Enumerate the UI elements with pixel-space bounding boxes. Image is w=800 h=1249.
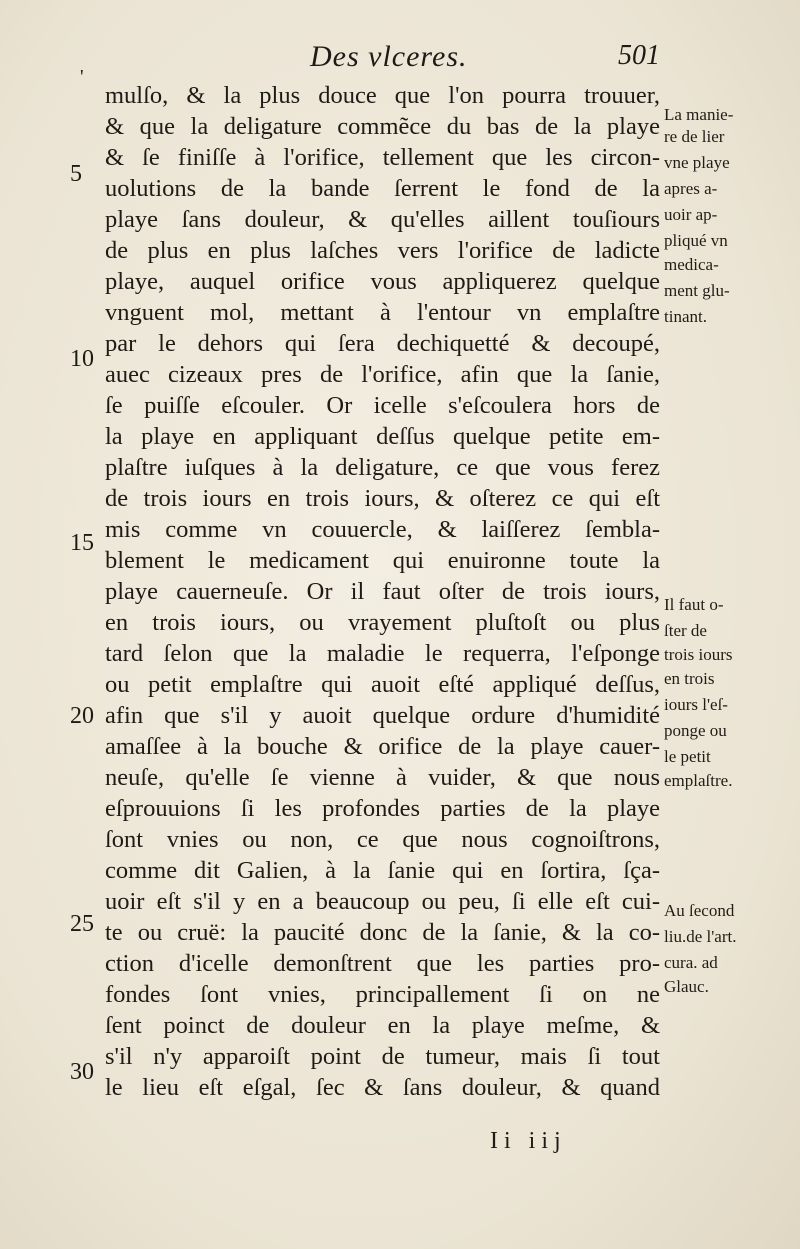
margin-note-line: ment glu- [664,281,730,300]
margin-note-line: apres a- [664,179,718,198]
margin-note-line: Glauc. [664,977,709,996]
text-line: vnguent mol, mettant à l'entour vn emplaſtre [105,299,660,326]
margin-note-line: tinant. [664,307,707,326]
text-line: s'il n'y apparoiſt point de tumeur, mais ſi tout [105,1043,660,1070]
text-line: mis comme vn couuercle, & laiſſerez ſembla- [105,516,660,543]
line-number: 25 [70,911,94,937]
signature-mark: Ii iij [490,1128,567,1154]
text-line: ſent poinct de douleur en la playe meſme, & [105,1012,660,1039]
text-line: plaſtre iuſques à la deligature, ce que vous ferez [105,454,660,481]
margin-note-line: iours l'eſ- [664,695,728,714]
text-line: afin que s'il y auoit quelque ordure d'humidité [105,702,660,729]
running-title: Des vlceres. [310,40,468,73]
text-line: par le dehors qui ſera dechiquetté & decoupé, [105,330,660,357]
margin-note-line: vne playe [664,153,730,172]
text-line: en trois iours, ou vrayement pluſtoſt ou plus [105,609,660,636]
margin-note-line: cura. ad [664,953,718,972]
margin-note-line: emplaſtre. [664,771,733,790]
margin-note-line: le petit [664,747,711,766]
margin-note-line: liu.de l'art. [664,927,737,946]
text-line: ction d'icelle demonſtrent que les parties pro- [105,950,660,977]
margin-note-line: medica- [664,255,719,274]
text-line: blement le medicament qui enuironne toute la [105,547,660,574]
margin-note-line: La manie- [664,105,734,124]
line-number: 5 [70,161,82,187]
line-number: 10 [70,346,94,372]
text-line: fondes ſont vnies, principallement ſi on ne [105,981,660,1008]
margin-note-line: ſter de [664,621,707,640]
text-line: ou petit emplaſtre qui auoit eſté appliqué deſſus, [105,671,660,698]
margin-note-line: Il faut o- [664,595,724,614]
text-line: amaſſee à la bouche & orifice de la playe cauer- [105,733,660,760]
stray-mark: ' [80,66,84,88]
line-number: 15 [70,530,94,556]
text-line: de trois iours en trois iours, & oſterez ce qui eſt [105,485,660,512]
text-line: eſprouuions ſi les profondes parties de la playe [105,795,660,822]
line-number: 30 [70,1059,94,1085]
margin-note-line: trois iours [664,645,733,664]
folio-number: 501 [618,40,660,71]
line-number: 20 [70,703,94,729]
text-line: & que la deligature commẽce du bas de la playe [105,113,660,140]
text-line: ſont vnies ou non, ce que nous cognoiſtrons, [105,826,660,853]
text-line: & ſe finiſſe à l'orifice, tellement que les circon- [105,144,660,171]
margin-note-line: Au ſecond [664,901,735,920]
margin-note-line: ponge ou [664,721,727,740]
margin-note-line: pliqué vn [664,231,728,250]
text-line: de plus en plus laſches vers l'orifice de ladicte [105,237,660,264]
text-line: playe ſans douleur, & qu'elles aillent touſiours [105,206,660,233]
page-header [0,40,800,80]
text-line: uolutions de la bande ſerrent le fond de la [105,175,660,202]
text-line: playe cauerneuſe. Or il faut oſter de trois iours, [105,578,660,605]
text-line: neuſe, qu'elle ſe vienne à vuider, & que nous [105,764,660,791]
margin-note-line: re de lier [664,127,725,146]
text-line: le lieu eſt eſgal, ſec & ſans douleur, & quand [105,1074,660,1101]
margin-note-line: en trois [664,669,715,688]
margin-note-line: uoir ap- [664,205,718,224]
text-line: auec cizeaux pres de l'orifice, afin que la ſanie, [105,361,660,388]
text-line: comme dit Galien, à la ſanie qui en ſortira, ſça- [105,857,660,884]
text-line: ſe puiſſe eſcouler. Or icelle s'eſcoulera hors de [105,392,660,419]
text-line: la playe en appliquant deſſus quelque petite em- [105,423,660,450]
text-line: te ou cruë: la paucité donc de la ſanie, & la co- [105,919,660,946]
text-line: playe, auquel orifice vous appliquerez quelque [105,268,660,295]
text-line: uoir eſt s'il y en a beaucoup ou peu, ſi elle eſt cui- [105,888,660,915]
text-line: mulſo, & la plus douce que l'on pourra trouuer, [105,82,660,109]
text-line: tard ſelon que la maladie le requerra, l'eſponge [105,640,660,667]
